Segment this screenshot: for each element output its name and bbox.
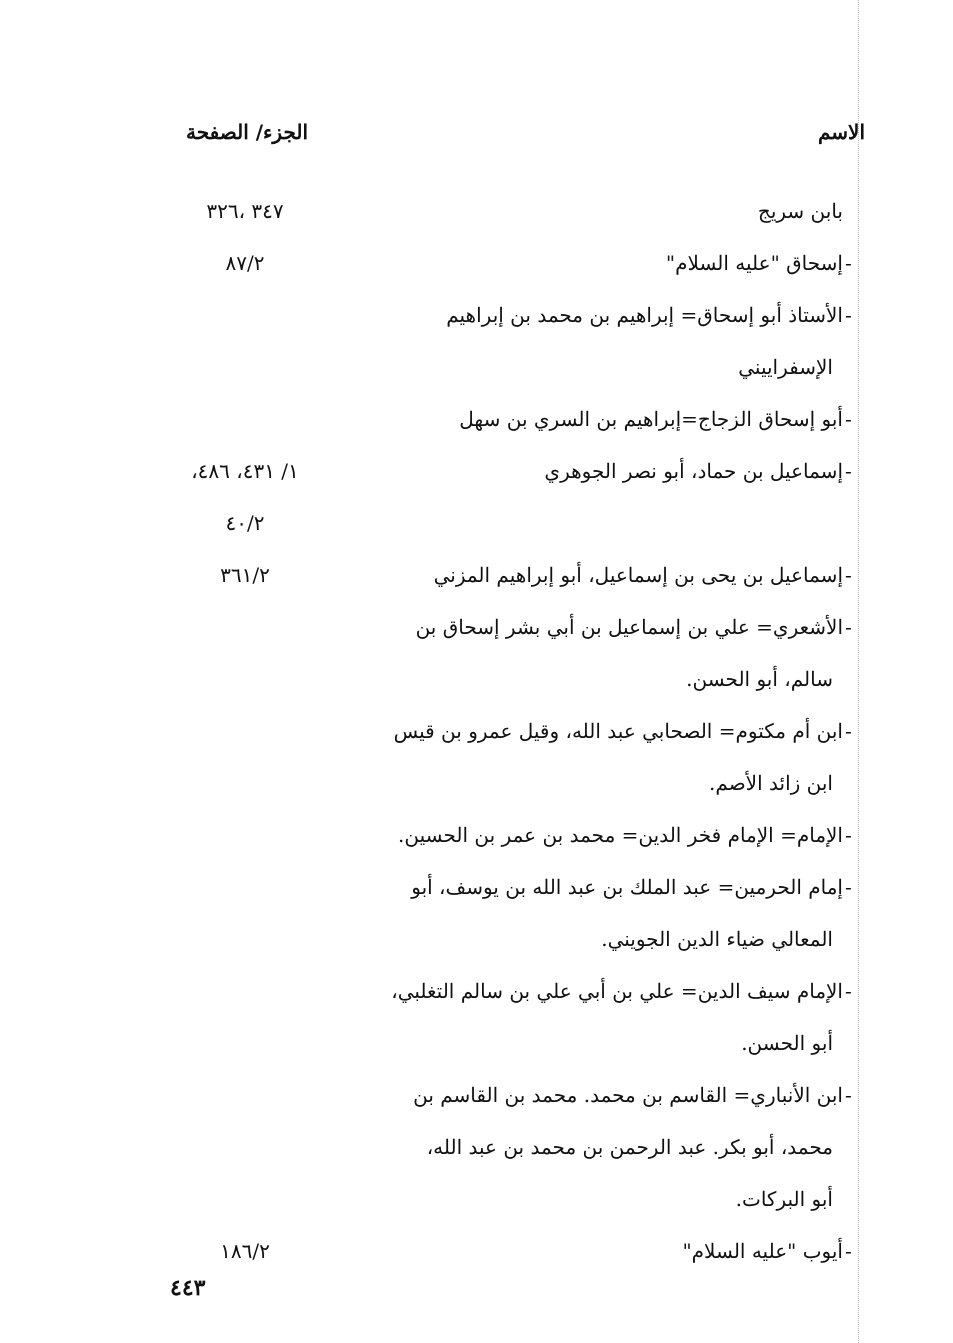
volume-page-column-header: الجزء/ الصفحة (186, 120, 309, 144)
index-entry (0, 705, 953, 809)
index-entry (0, 237, 953, 289)
entry-name (323, 809, 843, 861)
entry-volume-page (170, 445, 320, 549)
entry-volume-page-line (170, 1069, 320, 1121)
index-entry (0, 1225, 953, 1277)
entry-volume-page-line (170, 965, 320, 1017)
entry-dash: - (845, 615, 852, 639)
entry-name-line: أبو الحسن. (741, 1031, 833, 1055)
index-entry (0, 809, 953, 861)
entry-dash: - (845, 251, 852, 275)
entry-volume-page (170, 237, 320, 289)
entry-volume-page-line: ١٨٦/٢ (220, 1239, 270, 1263)
entry-name-line: إسماعيل بن حماد، أبو نصر الجوهري (544, 459, 843, 483)
entry-name-line: أبو البركات. (735, 1187, 833, 1211)
entry-name (323, 601, 843, 705)
entry-name-line: الإمام سيف الدين= علي بن أبي علي بن سالم التغلبي، (391, 979, 843, 1003)
entry-name-line: إسماعيل بن يحى بن إسماعيل، أبو إبراهيم المزني (433, 563, 843, 587)
index-entry (0, 549, 953, 601)
entry-name (323, 185, 843, 237)
name-column-header: الاسم (817, 120, 865, 144)
entry-volume-page (170, 861, 320, 913)
entry-name-line: إمام الحرمين= عبد الملك بن عبد الله بن يوسف، أبو (411, 875, 843, 899)
index-entry (0, 861, 953, 965)
index-entry (0, 601, 953, 705)
entry-dash: - (845, 1083, 852, 1107)
entry-name-line: المعالي ضياء الدين الجويني. (601, 927, 833, 951)
entry-name-line: سالم، أبو الحسن. (686, 667, 833, 691)
entry-name-line: إسحاق "عليه السلام" (665, 251, 843, 275)
entry-name (323, 1069, 843, 1225)
index-entry (0, 445, 953, 549)
entry-name (323, 445, 843, 497)
entry-name-line: أيوب "عليه السلام" (682, 1239, 843, 1263)
entry-dash: - (845, 407, 852, 431)
entry-name-line: الأستاذ أبو إسحاق= إبراهيم بن محمد بن إبراهيم (446, 303, 843, 327)
entry-volume-page-line: ١/ ٤٣١، ٤٨٦، (191, 459, 299, 483)
entry-dash: - (845, 1239, 852, 1263)
entry-name (323, 237, 843, 289)
entry-volume-page (170, 809, 320, 861)
entry-volume-page (170, 705, 320, 757)
entry-name (323, 965, 843, 1069)
entry-dash: - (845, 875, 852, 899)
entry-volume-page-line: ٨٧/٢ (225, 251, 265, 275)
entry-name-line: محمد، أبو بكر. عبد الرحمن بن محمد بن عبد الله، (426, 1135, 833, 1159)
entry-volume-page (170, 185, 320, 237)
index-entry (0, 965, 953, 1069)
entry-name-line: بابن سريج (757, 199, 843, 223)
entry-dash: - (845, 563, 852, 587)
entry-dash: - (845, 303, 852, 327)
entry-name (323, 549, 843, 601)
entry-name-line: ابن زائد الأصم. (709, 771, 833, 795)
entry-name-line: ابن الأنباري= القاسم بن محمد. محمد بن القاسم بن (413, 1083, 843, 1107)
entry-volume-page-line (170, 809, 320, 861)
index-entries (0, 185, 953, 1277)
page-number: ٤٤٣ (170, 1275, 206, 1301)
entry-volume-page-line (170, 289, 320, 341)
entry-name (323, 289, 843, 393)
index-entry (0, 1069, 953, 1225)
entry-volume-page-line (170, 705, 320, 757)
entry-dash: - (845, 979, 852, 1003)
entry-volume-page-line (170, 601, 320, 653)
entry-volume-page-line: ٣٤٧ ،٣٢٦ (206, 199, 284, 223)
entry-name-line: الإمام= الإمام فخر الدين= محمد بن عمر بن الحسين. (398, 823, 843, 847)
entry-volume-page-line: ٣٦١/٢ (220, 563, 270, 587)
entry-name-line: ابن أم مكتوم= الصحابي عبد الله، وقيل عمرو بن قيس (393, 719, 843, 743)
entry-volume-page (170, 965, 320, 1017)
entry-name-line: الإسفراييني (738, 355, 833, 379)
index-entry (0, 289, 953, 393)
entry-dash: - (845, 719, 852, 743)
entry-volume-page (170, 549, 320, 601)
entry-volume-page (170, 1225, 320, 1277)
entry-dash (845, 185, 857, 237)
entry-name-line: الأشعري= علي بن إسماعيل بن أبي بشر إسحاق بن (415, 615, 843, 639)
entry-name (323, 393, 843, 445)
entry-volume-page (170, 1069, 320, 1121)
entry-name (323, 1225, 843, 1277)
entry-name (323, 861, 843, 965)
entry-volume-page (170, 289, 320, 341)
entry-volume-page-line (170, 393, 320, 445)
entry-volume-page (170, 393, 320, 445)
entry-volume-page-line: ٤٠/٢ (225, 511, 265, 535)
entry-dash: - (845, 823, 852, 847)
entry-name-line: أبو إسحاق الزجاج=إبراهيم بن السري بن سهل (459, 407, 843, 431)
entry-volume-page-line (170, 861, 320, 913)
index-entry (0, 185, 953, 237)
index-entry (0, 393, 953, 445)
entry-dash: - (845, 459, 852, 483)
entry-volume-page (170, 601, 320, 653)
entry-name (323, 705, 843, 809)
